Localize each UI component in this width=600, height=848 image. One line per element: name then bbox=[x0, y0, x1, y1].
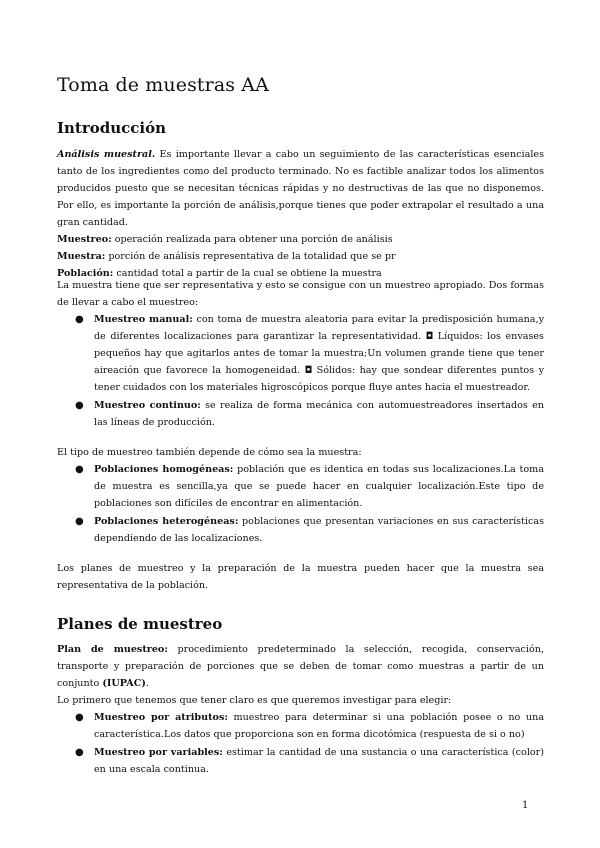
analisis-text: Es importante llevar a cabo un seguimiento de las características esenciales tanto de los ingredientes como del producto terminado. No es factible analizar todos los alimentos producidos puesto que se necesitan técnicas rápidas y no destructivas de las que no disponemos. Por ello, es importante la porción de análisis,porque tienes que poder extrapolar el resultado a una gran cantidad. bbox=[57, 149, 544, 228]
tipos-muestreo-list bbox=[57, 709, 544, 779]
list-item-label: Poblaciones homogéneas: bbox=[94, 464, 234, 475]
tipo-paragraph bbox=[57, 444, 544, 461]
list-item-label: Poblaciones heterogéneas: bbox=[94, 516, 239, 527]
analisis-paragraph bbox=[57, 146, 544, 231]
def-muestra-text: porción de análisis representativa de la totalidad que se pr bbox=[105, 251, 396, 262]
list-item bbox=[57, 709, 544, 743]
list-item-label: Muestreo por atributos: bbox=[94, 712, 228, 723]
plan-end: . bbox=[145, 678, 149, 689]
def-poblacion-text: cantidad total a partir de la cual se obtiene la muestra bbox=[113, 268, 382, 279]
plan-iupac: (IUPAC) bbox=[102, 678, 146, 689]
bullet-icon: ● bbox=[75, 400, 84, 411]
list-item-label: Muestreo por variables: bbox=[94, 747, 223, 758]
def-muestra-label: Muestra: bbox=[57, 251, 106, 262]
page-number: 1 bbox=[522, 800, 529, 811]
list-item-text: poblaciones que presentan variaciones en sus características dependiendo de las localizaciones. bbox=[94, 516, 545, 544]
def-muestreo-text: operación realizada para obtener una porción de análisis bbox=[111, 234, 393, 245]
heading-introduccion: Introducción bbox=[57, 119, 167, 137]
bullet-icon: ● bbox=[75, 712, 84, 723]
formas-list bbox=[57, 311, 544, 432]
list-item-text: con toma de muestra aleatoria para evitar la predisposición humana,y de diferentes localizaciones para garantizar la representatividad. ◘ Líquidos: los envases pequeños hay que agitarlos antes de tomar la muestra;Un volumen grande tiene que tener aireación que favorece la homogeneidad. ◘ Sólidos: hay que sondear diferentes puntos y tener cuidados con los materiales higroscópicos porque fluye antes hacia el muestreador. bbox=[94, 314, 544, 393]
bullet-icon: ● bbox=[75, 516, 84, 527]
plan-text: procedimiento predeterminado la selección, recogida, conservación, transporte y preparación de porciones que se deben de tomar como muestras a partir de un conjunto bbox=[57, 644, 544, 689]
planes-intro-paragraph bbox=[57, 560, 544, 594]
list-item-text: población que es identica en todas sus localizaciones.La toma de muestra es sencilla,ya que se puede hacer en cualquier localización.Este tipo de poblaciones son difíciles de encontrar en alimentación. bbox=[94, 464, 544, 509]
list-item bbox=[57, 397, 544, 431]
def-muestra bbox=[57, 248, 544, 265]
list-item bbox=[57, 311, 544, 396]
tipo-text: El tipo de muestreo también depende de cómo sea la muestra: bbox=[57, 447, 362, 458]
list-item-label: Muestreo manual: bbox=[94, 314, 193, 325]
lo-primero-paragraph bbox=[57, 692, 544, 709]
bullet-icon: ● bbox=[75, 464, 84, 475]
representativa-text: La muestra tiene que ser representativa y esto se consigue con un muestreo apropiado. Dos formas de llevar a cabo el muestreo: bbox=[57, 280, 544, 308]
plan-definition bbox=[57, 641, 544, 692]
bullet-icon: ● bbox=[75, 747, 84, 758]
list-item-text: se realiza de forma mecánica con automuestreadores insertados en las líneas de producción. bbox=[94, 400, 544, 428]
heading-planes-de-muestreo: Planes de muestreo bbox=[57, 615, 223, 633]
def-muestreo-label: Muestreo: bbox=[57, 234, 112, 245]
intro-definitions bbox=[57, 146, 544, 282]
poblaciones-list bbox=[57, 461, 544, 548]
analisis-label: Análisis muestral. bbox=[57, 149, 156, 160]
list-item bbox=[57, 461, 544, 512]
list-item-text: muestreo para determinar si una población posee o no una característica.Los datos que proporciona son en forma dicotómica (respuesta de si o no) bbox=[94, 712, 544, 740]
document-title: Toma de muestras AA bbox=[57, 74, 269, 96]
list-item-text: estimar la cantidad de una sustancia o una característica (color) en una escala continua. bbox=[94, 747, 544, 775]
list-item bbox=[57, 513, 544, 547]
planes-intro-text: Los planes de muestreo y la preparación de la muestra pueden hacer que la muestra sea representativa de la población. bbox=[57, 563, 544, 591]
lo-primero-text: Lo primero que tenemos que tener claro es que queremos investigar para elegir: bbox=[57, 695, 452, 706]
list-item-label: Muestreo continuo: bbox=[94, 400, 201, 411]
representativa-paragraph bbox=[57, 277, 544, 311]
plan-label: Plan de muestreo: bbox=[57, 644, 168, 655]
def-poblacion-label: Población: bbox=[57, 268, 114, 279]
bullet-icon: ● bbox=[75, 314, 84, 325]
def-muestreo bbox=[57, 231, 544, 248]
plan-paragraph bbox=[57, 641, 544, 692]
list-item bbox=[57, 744, 544, 778]
